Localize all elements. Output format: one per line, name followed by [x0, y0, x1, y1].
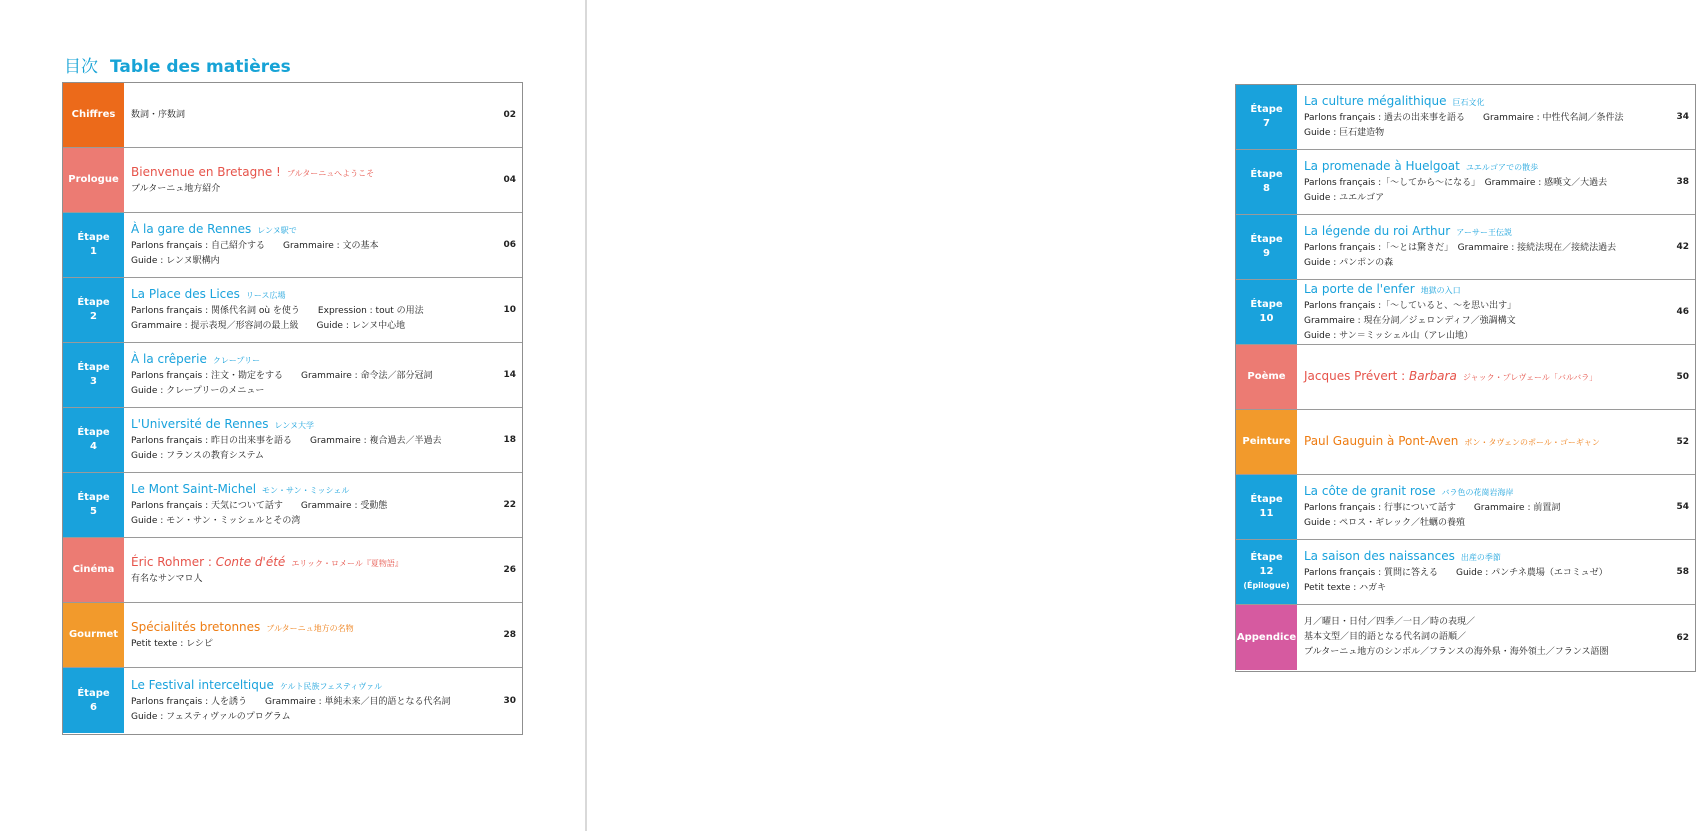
entry-content	[1304, 605, 1655, 670]
section-label	[63, 603, 124, 667]
entry-title	[1304, 483, 1655, 501]
page-number: 04	[503, 175, 516, 185]
page-number: 22	[503, 500, 516, 510]
entry-title-jp: ブルターニュ地方の名物	[266, 623, 354, 633]
entry-title	[131, 554, 482, 572]
toc-row[interactable]	[1236, 215, 1695, 280]
section-label-text: Étape	[77, 427, 110, 438]
toc-row[interactable]	[63, 538, 522, 603]
page-number: 02	[503, 110, 516, 120]
entry-detail: Guide : ユエルゴア	[1304, 193, 1385, 203]
entry-title-jp: アーサー王伝説	[1456, 228, 1512, 237]
page-number: 46	[1676, 307, 1689, 317]
section-label	[63, 408, 124, 472]
entry-title	[1304, 158, 1655, 176]
section-label-text: Chiffres	[71, 109, 116, 120]
entry-title-jp: バラ色の花崗岩海岸	[1441, 488, 1514, 497]
entry-title-text: La côte de granit rose	[1304, 484, 1436, 498]
toc-row[interactable]	[1236, 605, 1695, 670]
entry-content	[1304, 85, 1655, 149]
section-label-text: 5	[90, 506, 97, 517]
toc-row[interactable]	[63, 473, 522, 538]
section-label-text: 1	[90, 246, 97, 257]
section-label-text: Étape	[1250, 104, 1283, 115]
entry-title-text: À la gare de Rennes	[131, 222, 252, 236]
entry-content	[1304, 410, 1655, 474]
toc-row[interactable]	[1236, 540, 1695, 605]
entry-title	[1304, 368, 1655, 386]
page-number: 26	[503, 565, 516, 575]
entry-title	[131, 164, 482, 182]
entry-content	[131, 278, 482, 342]
entry-title-jp: ユエルゴアでの散歩	[1465, 163, 1539, 172]
entry-detail: Parlons français : 質問に答える Guide : パンチネ農場（エコミュゼ）	[1304, 568, 1608, 578]
entry-content	[1304, 540, 1655, 604]
entry-content	[131, 408, 482, 472]
toc-row[interactable]	[63, 213, 522, 278]
entry-title-jp: レンヌ駅で	[257, 226, 297, 235]
entry-detail: Guide : フランスの教育システム	[131, 451, 265, 461]
entry-detail: Parlons français : 人を誘う Grammaire : 単純未来／目的語となる代名詞	[131, 696, 451, 707]
page-number: 54	[1676, 502, 1689, 512]
title-fr: Table des matières	[110, 57, 291, 77]
section-label-text: 7	[1263, 118, 1270, 129]
section-label-text: (Épilogue)	[1243, 581, 1290, 590]
section-label-text: 10	[1259, 313, 1274, 324]
entry-title-text: Le Mont Saint-Michel	[131, 482, 257, 496]
toc-row[interactable]	[1236, 85, 1695, 150]
entry-title-jp: リース広場	[245, 291, 286, 300]
page-number: 58	[1676, 567, 1689, 577]
entry-detail: Guide : 巨石建造物	[1304, 128, 1385, 138]
entry-detail: Parlons français : 過去の出来事を語る Grammaire : 中性代名詞／条件法	[1304, 113, 1624, 123]
entry-content	[131, 343, 482, 407]
entry-detail: Parlons français :「〜していると、〜を思い出す」	[1304, 300, 1517, 311]
entry-detail: Guide : パンポンの森	[1304, 258, 1394, 268]
section-label	[1236, 150, 1297, 214]
entry-detail: Guide : サン＝ミッシェル山（アレ山地）	[1304, 330, 1474, 341]
entry-detail: Parlons français :「〜とは驚きだ」 Grammaire : 接続法現在／接続法過去	[1304, 243, 1617, 253]
entry-content	[131, 473, 482, 537]
section-label-text: Étape	[77, 297, 110, 308]
entry-title-text: La promenade à Huelgoat	[1304, 159, 1460, 173]
entry-content	[131, 213, 482, 277]
entry-detail: ブルターニュ地方紹介	[131, 183, 221, 194]
page-number: 38	[1676, 177, 1689, 187]
entry-detail: 月／曜日・日付／四季／一日／時の表現／	[1304, 617, 1476, 627]
section-label-text: Étape	[1250, 169, 1283, 180]
section-label	[63, 668, 124, 733]
section-label-text: 8	[1263, 183, 1270, 194]
section-label	[63, 278, 124, 342]
entry-detail: Guide : フェスティヴァルのプログラム	[131, 711, 291, 722]
page-title	[64, 52, 291, 77]
entry-detail: Grammaire : 現在分詞／ジェロンディフ／強調構文	[1304, 315, 1516, 326]
section-label-text: Appendice	[1236, 631, 1297, 643]
entry-title	[1304, 433, 1655, 451]
entry-title-jp: 地獄の入口	[1420, 285, 1461, 295]
section-label	[1236, 605, 1297, 670]
entry-detail: Guide : ペロス・ギレック／牡蠣の養殖	[1304, 518, 1466, 528]
toc-row[interactable]	[1236, 345, 1695, 410]
entry-title-jp: ポン・タヴェンのポール・ゴーギャン	[1464, 438, 1600, 447]
entry-content	[131, 668, 482, 733]
page-number: 42	[1676, 242, 1689, 252]
toc-row[interactable]	[63, 343, 522, 408]
entry-content	[131, 148, 482, 212]
section-label-text: Prologue	[68, 174, 119, 185]
section-label	[63, 148, 124, 212]
section-label-text: Étape	[77, 362, 110, 373]
section-label-text: 4	[90, 441, 97, 452]
entry-detail: 数詞・序数詞	[131, 109, 186, 120]
section-label	[63, 213, 124, 277]
entry-content	[1304, 215, 1655, 279]
toc-row[interactable]	[1236, 150, 1695, 215]
entry-detail: Petit texte : レシピ	[131, 638, 213, 649]
section-label-text: Étape	[77, 492, 110, 503]
entry-detail: 基本文型／目的語となる代名詞の語順／	[1304, 632, 1467, 642]
entry-title	[1304, 93, 1655, 111]
entry-title	[1304, 281, 1655, 299]
entry-title-text: La saison des naissances	[1304, 549, 1455, 563]
toc-table-right	[1235, 84, 1696, 672]
section-label-text: Gourmet	[68, 629, 119, 640]
toc-row[interactable]	[63, 83, 522, 148]
entry-title-jp: 出産の季節	[1460, 553, 1501, 562]
entry-title-jp: ケルト民族フェスティヴァル	[279, 681, 383, 691]
entry-title-text: La porte de l'enfer	[1304, 281, 1415, 296]
page-number: 18	[503, 435, 516, 445]
entry-detail: Parlons français : 関係代名詞 où を使う Expression : tout の用法	[131, 306, 424, 316]
entry-content	[1304, 150, 1655, 214]
section-label	[1236, 85, 1297, 149]
entry-detail: Parlons français : 自己紹介する Grammaire : 文の基本	[131, 241, 379, 251]
section-label-text: Étape	[1250, 234, 1283, 245]
entry-detail: Grammaire : 提示表現／形容詞の最上級 Guide : レンヌ中心地	[131, 321, 406, 331]
left-page	[0, 0, 586, 831]
page-number: 50	[1676, 372, 1689, 382]
toc-row[interactable]	[1236, 475, 1695, 540]
section-label-text: Étape	[1250, 552, 1283, 563]
title-jp: 目次	[64, 57, 98, 77]
section-label-text: 12	[1259, 566, 1274, 577]
section-label-text: 9	[1263, 248, 1270, 259]
entry-title-text: À la crêperie	[131, 352, 207, 366]
section-label	[63, 343, 124, 407]
page-number: 52	[1676, 437, 1689, 447]
section-label-text: 3	[90, 376, 97, 387]
entry-content	[1304, 280, 1655, 344]
entry-title-jp: モン・サン・ミッシェル	[262, 486, 350, 495]
entry-title-text: La légende du roi Arthur	[1304, 224, 1451, 238]
entry-title	[131, 677, 482, 695]
toc-row[interactable]	[63, 408, 522, 473]
entry-title	[1304, 223, 1655, 241]
entry-title	[131, 351, 482, 369]
entry-detail: Guide : モン・サン・ミッシェルとその湾	[131, 516, 301, 526]
section-label-text: Cinéma	[72, 564, 115, 575]
toc-row[interactable]	[1236, 280, 1695, 345]
entry-title-text: La culture mégalithique	[1304, 94, 1447, 108]
entry-title-text: Le Festival interceltique	[131, 677, 274, 692]
entry-detail: ブルターニュ地方のシンボル／フランスの海外県・海外領土／フランス語圏	[1304, 647, 1609, 657]
page-number: 30	[503, 695, 516, 706]
entry-title	[131, 286, 482, 304]
section-label	[1236, 410, 1297, 474]
page-number: 10	[503, 305, 516, 315]
section-label	[1236, 280, 1297, 344]
entry-detail: 有名なサンマロ人	[131, 573, 203, 584]
section-label-text: Poème	[1247, 371, 1286, 382]
entry-detail: Petit texte : ハガキ	[1304, 583, 1387, 593]
section-label-text: Étape	[1250, 299, 1283, 310]
page-number: 28	[503, 630, 516, 640]
section-label	[1236, 475, 1297, 539]
section-label	[63, 538, 124, 602]
toc-row[interactable]	[1236, 410, 1695, 475]
toc-row[interactable]	[63, 278, 522, 343]
entry-title-jp: レンヌ大学	[274, 421, 314, 430]
entry-title-text: Paul Gauguin à Pont-Aven	[1304, 434, 1459, 448]
entry-title	[131, 481, 482, 499]
entry-content	[1304, 475, 1655, 539]
toc-row[interactable]	[63, 668, 522, 733]
entry-title-text: Bienvenue en Bretagne !	[131, 164, 281, 179]
entry-detail: Guide : レンヌ駅構内	[131, 256, 220, 266]
entry-detail: Parlons français : 昨日の出来事を語る Grammaire : 複合過去／半過去	[131, 436, 442, 446]
entry-title	[1304, 548, 1655, 566]
page-number: 62	[1676, 632, 1689, 643]
entry-detail: Parlons français : 行事について話す Grammaire : 前置詞	[1304, 503, 1561, 513]
page-number: 06	[503, 240, 516, 250]
entry-content	[131, 603, 482, 667]
section-label	[63, 473, 124, 537]
section-label	[1236, 540, 1297, 604]
page-number: 14	[503, 370, 516, 380]
entry-detail: Parlons français : 天気について話す Grammaire : 受動態	[131, 501, 388, 511]
entry-title-jp: ジャック・プレヴェール「バルバラ」	[1462, 373, 1598, 382]
entry-title	[131, 619, 482, 637]
entry-title-text: Jacques Prévert :	[1304, 369, 1410, 383]
section-label-text: Étape	[1250, 494, 1283, 505]
entry-title-jp: エリック・ロメール『夏物語』	[291, 558, 403, 568]
entry-title-text: Éric Rohmer :	[131, 554, 216, 569]
section-label-text: Étape	[77, 232, 110, 243]
entry-title-text: Spécialités bretonnes	[131, 619, 261, 634]
right-page	[587, 0, 1689, 831]
entry-title-jp: 巨石文化	[1452, 98, 1485, 107]
entry-title	[131, 416, 482, 434]
entry-detail: Parlons français : 注文・勘定をする Grammaire : 命令法／部分冠詞	[131, 371, 433, 381]
entry-content	[1304, 345, 1655, 409]
toc-row[interactable]	[63, 603, 522, 668]
section-label	[1236, 215, 1297, 279]
entry-title-jp: ブルターニュへようこそ	[286, 168, 375, 178]
page-number: 34	[1676, 112, 1689, 122]
entry-detail: Parlons français :「〜してから〜になる」 Grammaire : 感嘆文／大過去	[1304, 178, 1608, 188]
entry-detail: Guide : クレープリーのメニュー	[131, 386, 265, 396]
toc-row[interactable]	[63, 148, 522, 213]
section-label-text: 6	[90, 701, 97, 713]
entry-content	[131, 83, 482, 147]
section-label-text: 11	[1259, 508, 1274, 519]
entry-title-jp: クレープリー	[212, 356, 261, 365]
section-label-text: Peinture	[1242, 436, 1291, 447]
section-label	[1236, 345, 1297, 409]
entry-content	[131, 538, 482, 602]
toc-table-left	[62, 82, 523, 735]
entry-title-text: L'Université de Rennes	[131, 417, 269, 431]
entry-title-italic: Barbara	[1409, 369, 1457, 383]
entry-title-text: La Place des Lices	[131, 287, 240, 301]
entry-title-italic: Conte d'été	[215, 554, 286, 569]
section-label-text: Étape	[77, 687, 110, 699]
section-label-text: 2	[90, 311, 97, 322]
entry-title	[131, 221, 482, 239]
section-label	[63, 83, 124, 147]
